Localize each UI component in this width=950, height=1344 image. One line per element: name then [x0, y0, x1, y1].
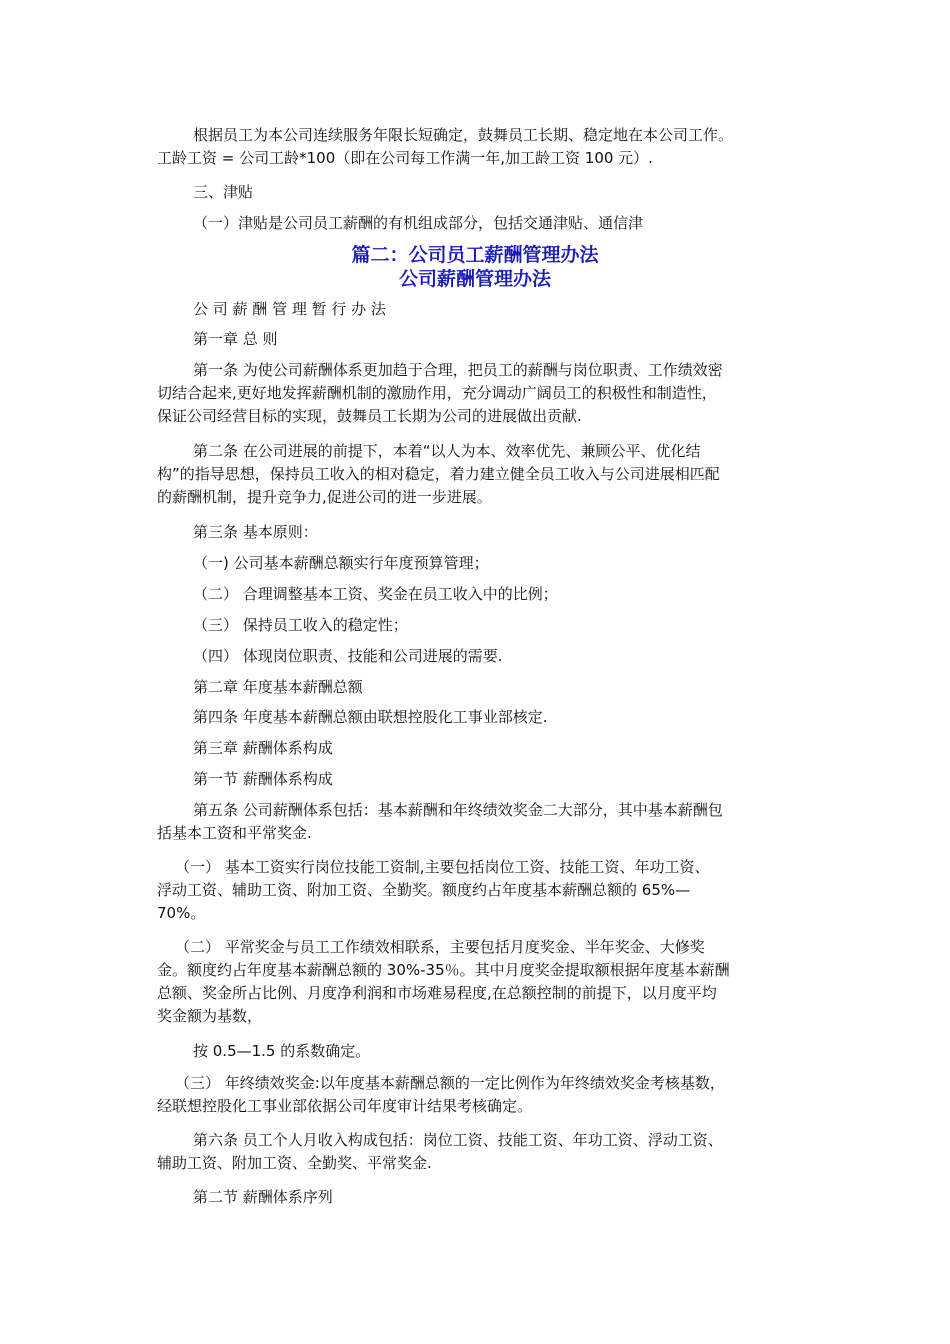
text-line: 保证公司经营目标的实现，鼓舞员工长期为公司的进展做出贡献. [157, 407, 582, 425]
text-line: 金。额度约占年度基本薪酬总额的 30%-35％。其中月度奖金提取额根据年度基本薪酬 [157, 961, 730, 979]
regulation-heading: 公 司 薪 酬 管 理 暂 行 办 法 [193, 300, 386, 318]
text-line: （一） 基本工资实行岗位技能工资制,主要包括岗位工资、技能工资、年功工资、 [175, 858, 710, 876]
text-line: 括基本工资和平常奖金. [157, 824, 312, 842]
text-line: 总额、奖金所占比例、月度净利润和市场难易程度,在总额控制的前提下，以月度平均 [157, 984, 717, 1002]
document-title: 篇二：公司员工薪酬管理办法 [351, 244, 599, 266]
article-5-item-3 [157, 1072, 807, 1118]
chapter-3-heading: 第三章 薪酬体系构成 [193, 739, 333, 757]
text-line: （二） 平常奖金与员工工作绩效相联系，主要包括月度奖金、半年奖金、大修奖 [175, 938, 705, 956]
chapter-2-heading: 第二章 年度基本薪酬总额 [193, 678, 363, 696]
text-line: 浮动工资、辅助工资、附加工资、全勤奖。额度约占年度基本薪酬总额的 65%— [157, 881, 691, 899]
article-5-item-1 [157, 856, 807, 925]
text-line: 根据员工为本公司连续服务年限长短确定，鼓舞员工长期、稳定地在本公司工作。 [193, 126, 734, 144]
article-6 [157, 1129, 807, 1175]
text-line: 经联想控股化工事业部依据公司年度审计结果考核确定。 [157, 1097, 533, 1115]
chapter-1-heading: 第一章 总 则 [193, 330, 278, 348]
section-1-heading: 第一节 薪酬体系构成 [193, 770, 333, 788]
paragraph-allowance-1: （一）津贴是公司员工薪酬的有机组成部分，包括交通津贴、通信津 [193, 214, 644, 232]
paragraph-seniority-pay [157, 124, 807, 170]
article-3-item-4: （四） 体现岗位职责、技能和公司进展的需要. [193, 647, 503, 665]
text-line: 第二条 在公司进展的前提下，本着“以人为本、效率优先、兼顾公平、优化结 [193, 442, 701, 460]
article-2 [157, 440, 807, 509]
article-5-item-2 [157, 936, 807, 1028]
article-5 [157, 799, 807, 845]
article-5-item-2-coefficient: 按 0.5—1.5 的系数确定。 [193, 1042, 371, 1060]
text-line: 切结合起来,更好地发挥薪酬机制的激励作用，充分调动广阔员工的积极性和制造性， [157, 384, 717, 402]
text-line: 第六条 员工个人月收入构成包括：岗位工资、技能工资、年功工资、浮动工资、 [193, 1131, 723, 1149]
text-line: 工龄工资 = 公司工龄*100（即在公司每工作满一年,加工龄工资 100 元）. [157, 149, 653, 167]
text-line: 的薪酬机制，提升竞争力,促进公司的进一步进展。 [157, 488, 492, 506]
article-3: 第三条 基本原则： [193, 523, 318, 541]
text-line: 辅助工资、附加工资、全勤奖、平常奖金. [157, 1154, 432, 1172]
text-line: 构”的指导思想，保持员工收入的相对稳定，着力建立健全员工收入与公司进展相匹配 [157, 465, 720, 483]
article-3-item-3: （三） 保持员工收入的稳定性； [193, 616, 408, 634]
article-3-item-2: （二） 合理调整基本工资、奖金在员工收入中的比例； [193, 585, 558, 603]
text-line: 70%。 [157, 904, 206, 922]
text-line: 第五条 公司薪酬体系包括：基本薪酬和年终绩效奖金二大部分，其中基本薪酬包 [193, 801, 723, 819]
section-allowance: 三、津贴 [193, 183, 254, 201]
article-1 [157, 359, 807, 428]
text-line: 奖金额为基数， [157, 1007, 263, 1025]
text-line: 第一条 为使公司薪酬体系更加趋于合理，把员工的薪酬与岗位职责、工作绩效密 [193, 361, 723, 379]
document-subtitle: 公司薪酬管理办法 [398, 268, 551, 290]
section-2-heading: 第二节 薪酬体系序列 [193, 1188, 333, 1206]
article-3-item-1: （一) 公司基本薪酬总额实行年度预算管理； [193, 554, 489, 572]
text-line: （三） 年终绩效奖金:以年度基本薪酬总额的一定比例作为年终绩效奖金考核基数， [175, 1074, 725, 1092]
article-4: 第四条 年度基本薪酬总额由联想控股化工事业部核定. [193, 708, 548, 726]
